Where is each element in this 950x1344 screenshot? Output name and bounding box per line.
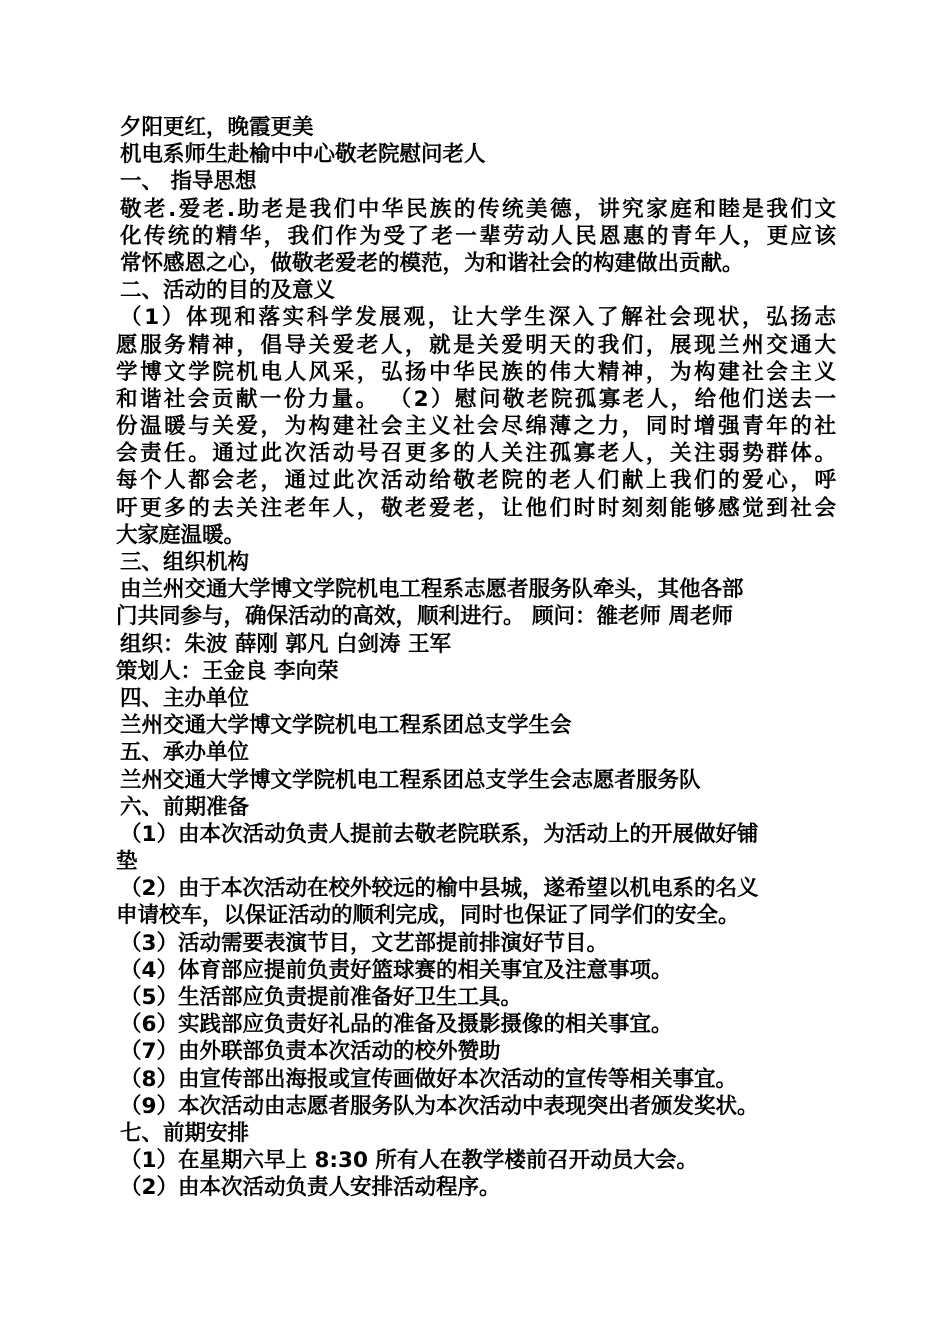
section-body-organization — [116, 576, 836, 685]
section-heading-preparation: 六、前期准备 — [120, 794, 250, 820]
document-title: 夕阳更红，晚霞更美 — [120, 115, 314, 140]
section-body-preparation — [116, 821, 836, 1120]
paragraph-line: 吁更多的去关注老年人，敬老爱老，让他们时时刻刻能够感觉到社会 — [116, 495, 836, 521]
paragraph-line: 敬老.爱老.助老是我们中华民族的传统美德，讲究家庭和睦是我们文 — [120, 196, 836, 222]
host-unit: 兰州交通大学博文学院机电工程系团总支学生会 — [120, 713, 572, 739]
section-heading-organizer: 五、承办单位 — [120, 740, 250, 766]
list-item: （2）由于本次活动在校外较远的榆中县城，遂希望以机电系的名义 — [120, 876, 759, 902]
paragraph-line: 每个人都会老，通过此次活动给敬老院的老人们献上我们的爱心，呼 — [116, 468, 836, 494]
list-item: （6）实践部应负责好礼品的准备及摄影摄像的相关事宜。 — [120, 1012, 673, 1038]
paragraph-line: 化传统的精华，我们作为受了老一辈劳动人民恩惠的青年人，更应该 — [120, 223, 836, 249]
paragraph-line: 份温暖与关爱，为构建社会主义社会尽绵薄之力，同时增强青年的社 — [116, 414, 836, 440]
section-body-arrangement — [116, 1147, 836, 1201]
list-item-continuation: 申请校车，以保证活动的顺利完成，同时也保证了同学们的安全。 — [116, 903, 740, 929]
list-item: （1）由本次活动负责人提前去敬老院联系，为活动上的开展做好铺 — [120, 821, 759, 847]
list-item: （2）由本次活动负责人安排活动程序。 — [120, 1175, 501, 1201]
section-heading-arrangement: 七、前期安排 — [120, 1120, 250, 1146]
section-heading-purpose: 二、活动的目的及意义 — [120, 278, 336, 304]
list-item: （7）由外联部负责本次活动的校外赞助 — [120, 1039, 501, 1065]
list-item: （1）在星期六早上 8:30 所有人在教学楼前召开动员大会。 — [120, 1148, 698, 1174]
section-heading-guiding-idea: 一、 指导思想 — [120, 169, 257, 195]
document-subtitle: 机电系师生赴榆中中心敬老院慰问老人 — [120, 142, 486, 168]
paragraph-line: 和谐社会贡献一份力量。 （2）慰问敬老院孤寡老人，给他们送去一 — [116, 386, 836, 412]
section-heading-host: 四、主办单位 — [120, 685, 250, 711]
organizer-unit: 兰州交通大学博文学院机电工程系团总支学生会志愿者服务队 — [120, 767, 701, 793]
paragraph-line: 学博文学院机电人风采，弘扬中华民族的伟大精神，为构建社会主义 — [116, 359, 836, 385]
paragraph-line: 愿服务精神，倡导关爱老人，就是关爱明天的我们，展现兰州交通大 — [116, 332, 836, 358]
paragraph-line: 由兰州交通大学博文学院机电工程系志愿者服务队牵头，其他各部 — [120, 577, 744, 603]
paragraph-line: （1）体现和落实科学发展观，让大学生深入了解社会现状，弘扬志 — [120, 305, 836, 331]
section-body-guiding-idea — [116, 196, 836, 278]
list-item-continuation: 垫 — [116, 849, 138, 875]
organizers-line: 组织：朱波 薛刚 郭凡 白剑涛 王军 — [120, 631, 451, 657]
planners-line: 策划人：王金良 李向荣 — [116, 658, 339, 684]
document-body — [116, 114, 836, 1202]
list-item: （5）生活部应负责提前准备好卫生工具。 — [120, 985, 522, 1010]
paragraph-line: 大家庭温暖。 — [116, 522, 246, 548]
list-item: （8）由宣传部出海报或宣传画做好本次活动的宣传等相关事宜。 — [120, 1066, 737, 1092]
paragraph-line: 常怀感恩之心，做敬老爱老的模范，为和谐社会的构建做出贡献。 — [120, 250, 744, 276]
paragraph-line: 会责任。通过此次活动号召更多的人关注孤寡老人，关注弱势群体。 — [116, 441, 836, 467]
section-body-purpose — [116, 304, 836, 549]
list-item: （3）活动需要表演节目，文艺部提前排演好节目。 — [120, 930, 608, 956]
list-item: （9）本次活动由志愿者服务队为本次活动中表现突出者颁发奖状。 — [120, 1093, 759, 1119]
list-item: （4）体育部应提前负责好篮球赛的相关事宜及注意事项。 — [120, 957, 673, 983]
section-heading-organization: 三、组织机构 — [120, 550, 250, 575]
paragraph-line: 门共同参与，确保活动的高效，顺利进行。 顾问：雒老师 周老师 — [116, 604, 733, 630]
